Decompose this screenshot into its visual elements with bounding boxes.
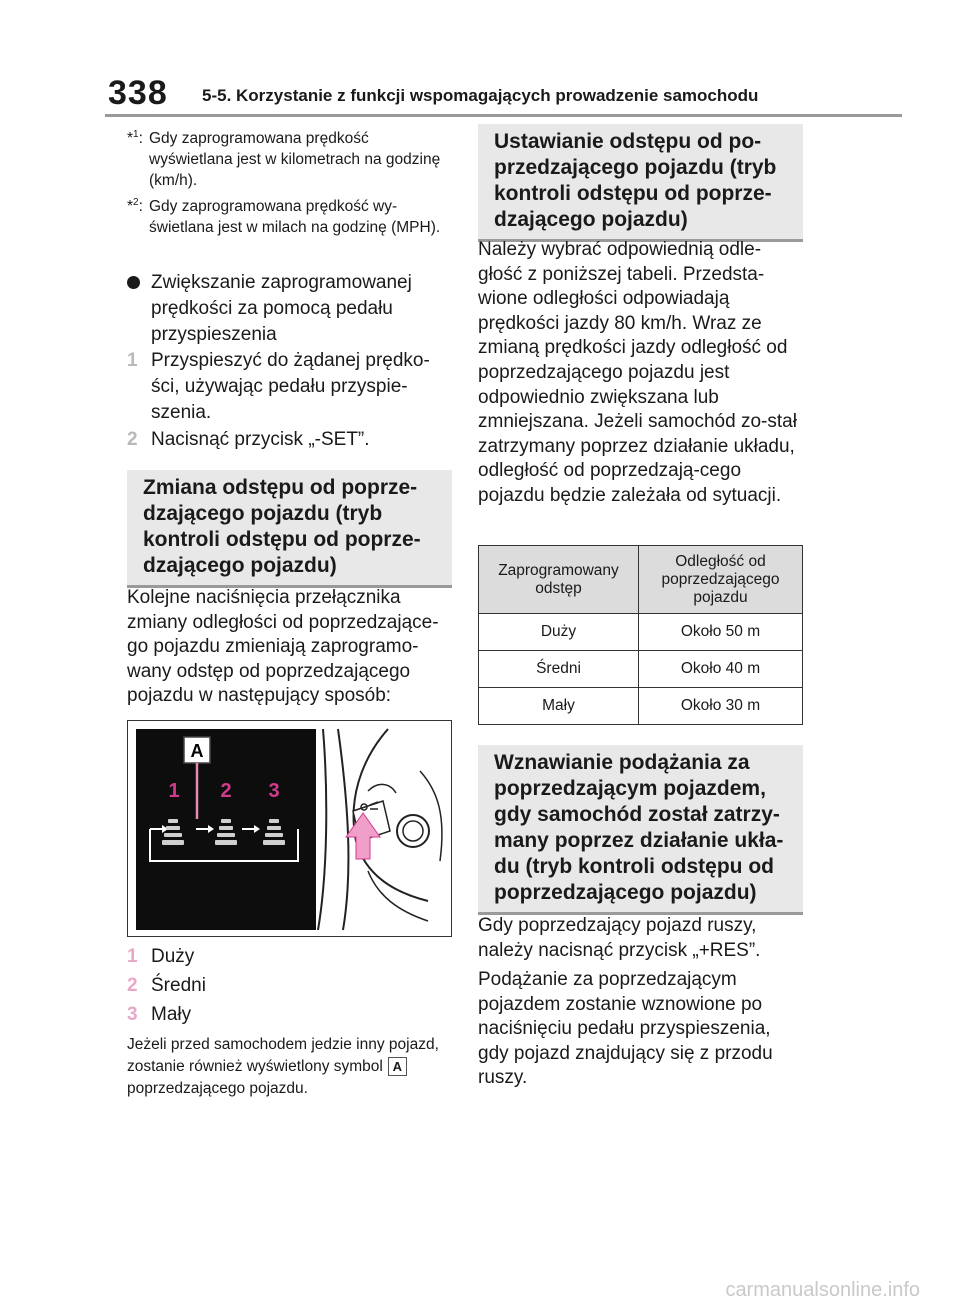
footnote-2 (127, 196, 452, 238)
legend-item-2 (127, 973, 427, 999)
step-2-number: 2 (127, 429, 138, 450)
figure-distance-switch (127, 720, 452, 937)
table-header-row (479, 546, 803, 614)
footnote-1-text: Gdy zaprogramowana prędkość wyświetlana jest w kilometrach na godzinę (km/h). (149, 130, 441, 189)
page-number: 338 (108, 74, 168, 112)
table-cell: Duży (479, 614, 639, 651)
table-cell: Około 30 m (639, 688, 803, 725)
legend-2-number: 2 (127, 975, 138, 996)
bullet-dot-icon (127, 276, 140, 289)
table-row (479, 614, 803, 651)
table-row (479, 651, 803, 688)
table-cell: Około 50 m (639, 614, 803, 651)
legend-item-3 (127, 1002, 427, 1028)
section-title: 5-5. Korzystanie z funkcji wspomagających prowadzenie samochodu (202, 86, 759, 105)
paragraph-resume-pedal: Podążanie za poprzedzającym pojazdem zostanie wznowione po naciśnięciu pedału przyspieszenia, gdy pojazd znajdujący się z przodu ruszy. (478, 969, 773, 1089)
legend-2-text: Średni (151, 975, 206, 996)
table-cell: Około 40 m (639, 651, 803, 688)
paragraph-press-res: Gdy poprzedzający pojazd ruszy, należy nacisnąć przycisk „+RES”. (478, 915, 761, 961)
table-row (479, 688, 803, 725)
steering-trim-line (420, 771, 442, 861)
header-divider (105, 114, 902, 117)
steering-wheel-rim (318, 729, 326, 930)
paragraph-choose-distance: Należy wybrać odpowiednią odle-głość z poniższej tabeli. Przedsta-wione odległości odpowiadają prędkości jazdy 80 km/h. Wraz ze zmianą prędkości jazdy odległość od poprzedzającego pojazdu jest odpowiednio zwiększana lub zmniejszana. Jeżeli samochód zo-stał zatrzymany poprzez działanie układu, odległość od poprzedzają-cego pojazdu będzie zależała od sytuacji. (478, 239, 797, 506)
round-control-inner (403, 821, 423, 841)
step-2 (127, 427, 452, 453)
figure-illustration (128, 721, 452, 937)
label-2: 2 (220, 780, 232, 802)
legend-1-text: Duży (151, 946, 195, 967)
legend-3-number: 3 (127, 1004, 138, 1025)
label-3: 3 (268, 780, 280, 802)
paragraph-distance-switch: Kolejne naciśnięcia przełącznika zmiany odległości od poprzedzające-go pojazdu zmieniają zaprogramo-wany odstęp od poprzedzającego pojazdu w następujący sposób: (127, 587, 439, 707)
switch-housing (368, 784, 396, 793)
steering-wheel-inner-rim (338, 729, 348, 930)
footnote-2-mark: *$^2$: (127, 196, 143, 215)
preceding-vehicle-a-icon: A (388, 1057, 407, 1076)
steering-lower-line (368, 871, 428, 921)
step-1-text: Przyspieszyć do żądanej prędko-ści, używając pedału przyspie-szenia. (151, 350, 430, 423)
box-heading-change-distance: Zmiana odstępu od poprze-dzającego pojazdu (tryb kontroli odstępu od poprze-dzającego pojazdu) (127, 470, 452, 588)
footnote-2-text: Gdy zaprogramowana prędkość wy-świetlana jest w milach na godzinę (MPH). (149, 198, 441, 236)
step-2-text: Nacisnąć przycisk „-SET”. (151, 429, 370, 450)
footnote-1-mark: *$^1$: (127, 128, 143, 147)
note-preceding-vehicle: Jeżeli przed samochodem jedzie inny pojazd, zostanie również wyświetlony symbol Apoprzedzającego pojazdu. (127, 1036, 439, 1097)
step-1-number: 1 (127, 350, 138, 371)
legend-3-text: Mały (151, 1004, 192, 1025)
table-header-set-distance: Zaprogramowany odstęp (479, 546, 639, 614)
legend-1-number: 1 (127, 946, 138, 967)
distance-table (478, 545, 803, 725)
label-a: A (190, 741, 204, 761)
table-cell: Mały (479, 688, 639, 725)
bullet-heading: Zwiększanie zaprogramowanej prędkości za pomocą pedału przyspieszenia (127, 270, 427, 348)
footnote-1 (127, 128, 452, 191)
legend-item-1 (127, 944, 427, 970)
box-heading-set-distance: Ustawianie odstępu od po-przedzającego pojazdu (tryb kontroli odstępu od poprze-dzającego pojazdu) (478, 124, 803, 242)
box-heading-resume-following: Wznawianie podążania za poprzedzającym pojazdem, gdy samochód został zatrzy-many poprzez działanie ukła-du (tryb kontroli odstępu od poprzedzającego pojazdu) (478, 745, 803, 915)
round-control-outer (397, 815, 429, 847)
watermark: carmanualsonline.info (725, 1279, 920, 1301)
label-1: 1 (168, 780, 180, 802)
table-header-distance: Odległość od poprzedzającego pojazdu (639, 546, 803, 614)
step-1 (127, 348, 452, 426)
table-cell: Średni (479, 651, 639, 688)
